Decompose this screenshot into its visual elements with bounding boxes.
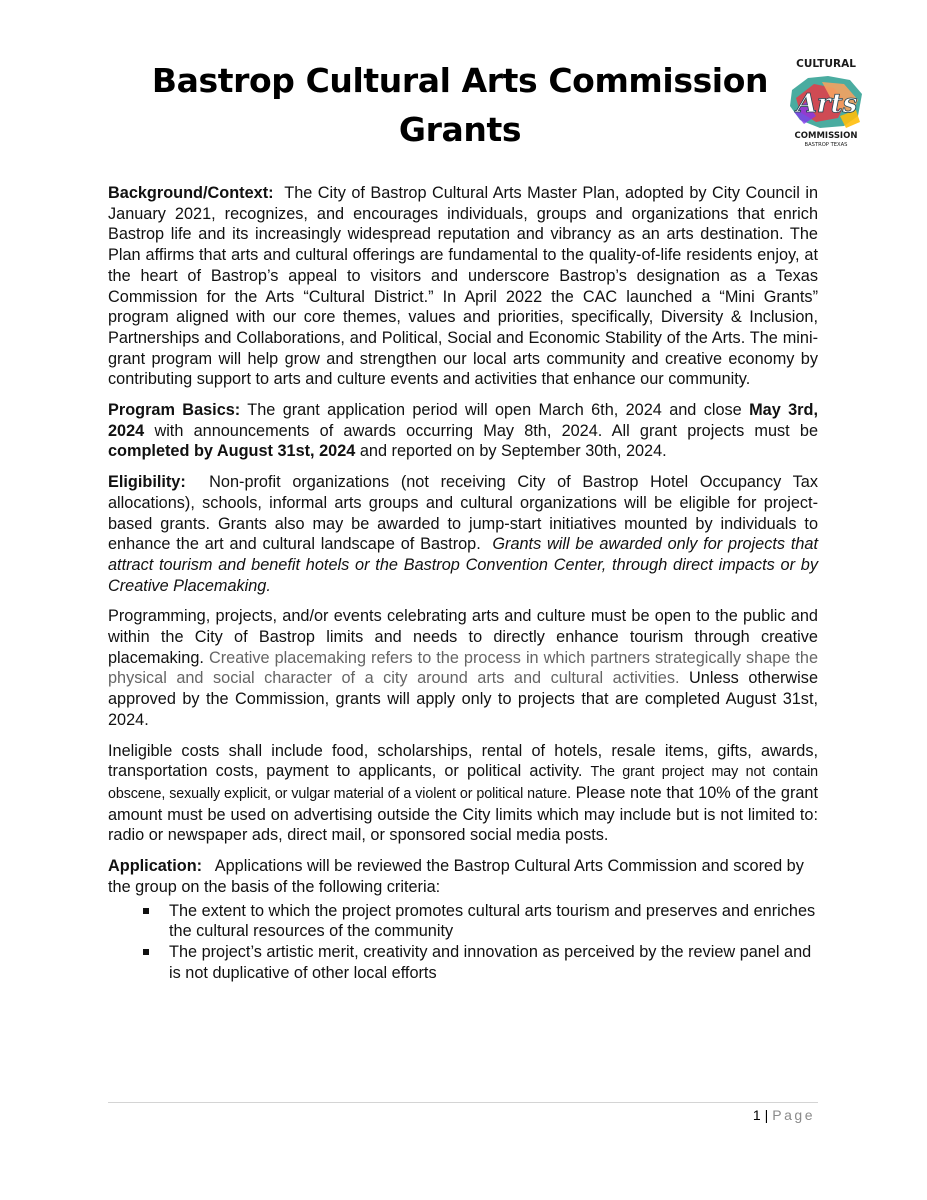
program-text-3: and reported on by September 30th, 2024. — [359, 442, 667, 461]
background-label: Background/Context: — [108, 184, 274, 202]
criteria-text: The project’s artistic merit, creativity and innovation as perceived by the review panel and is not duplicative of other local efforts — [169, 942, 812, 982]
footer-separator: | — [764, 1107, 769, 1123]
application-label: Application: — [108, 857, 203, 876]
creative-placemaking-definition: Creative placemaking refers to the process in which partners strategically shape the physical and social character of a city around arts and cultural activities. — [108, 648, 819, 688]
ineligible-text-1: Ineligible costs shall include food, scholarships, rental of hotels, resale items, gifts, awards, transportation costs, payment to applicants, or political activity. — [108, 741, 818, 781]
ineligible-content-note: The grant project may not contain obscene, sexually explicit, or vulgar material of a violent or political nature. — [108, 764, 818, 802]
footer-divider — [108, 1102, 818, 1103]
title-line-1: Bastrop Cultural Arts Commission — [151, 61, 769, 100]
programming-text-1: Programming, projects, and/or events celebrating arts and culture must be open to the public and within the City of Bastrop limits and needs to directly enhance tourism through creative placemaking. — [108, 607, 818, 667]
bullet-icon — [143, 949, 149, 955]
page-title — [150, 56, 770, 154]
program-close-date: May 3rd, 2024 — [108, 401, 818, 440]
list-item — [108, 942, 818, 983]
program-text-2: with announcements of awards occurring May 8th, 2024. All grant projects must be — [154, 421, 818, 440]
eligibility-label: Eligibility: — [108, 473, 186, 492]
program-basics-label: Program Basics: — [108, 401, 241, 420]
program-text-1: The grant application period will open March 6th, 2024 and close — [247, 401, 742, 420]
page-footer — [753, 1107, 815, 1123]
criteria-text: The extent to which the project promotes cultural arts tourism and preserves and enriches the cultural resources of the community — [169, 901, 816, 941]
ineligible-costs-paragraph — [108, 741, 818, 847]
application-text: Applications will be reviewed the Bastrop Cultural Arts Commission and scored by the group on the basis of the following criteria: — [108, 857, 804, 896]
background-text: The City of Bastrop Cultural Arts Master Plan, adopted by City Council in January 2021, recognizes, and encourages individuals, groups and organizations that enrich Bastrop life and its increasingly widespread reputation and vibrancy as an arts destination. The Plan affirms that arts and cultural offerings are fundamental to the quality-of-life residents enjoy, at the heart of Bastrop’s appeal to visitors and underscore Bastrop’s designation as a Texas Commission for the Arts “Cultural District.” In April 2022 the CAC launched a “Mini Grants” program aligned with our core themes, values and priorities, specifically, Diversity & Inclusion, Partnerships and Collaborations, and Political, Social and Economic Stability of the Arts. The mini-grant program will help grow and strengthen our local arts community and creative economy by contributing support to arts and culture events and activities that enhance our community. — [108, 184, 818, 389]
eligibility-italic-text: Grants will be awarded only for projects that attract tourism and benefit hotels or the Bastrop Convention Center, through direct impacts or by Creative Placemaking. — [108, 535, 818, 595]
programming-paragraph — [108, 606, 818, 730]
eligibility-text: Non-profit organizations (not receiving City of Bastrop Hotel Occupancy Tax allocations), schools, informal arts groups and cultural organizations will be eligible for project-based grants. Grants also may be awarded to jump-start initiatives mounted by individuals to enhance the art and cultural landscape of Bastrop. — [108, 473, 818, 554]
logo-bottom-text: COMMISSION — [794, 131, 858, 141]
program-completion-deadline: completed by August 31st, 2024 — [108, 442, 356, 461]
background-paragraph — [108, 183, 818, 390]
ineligible-text-2: Please note that 10% of the grant amount must be used on advertising outside the City limits which may include but is not limited to: radio or newspaper ads, direct mail, or sponsored social media posts. — [108, 783, 818, 845]
logo-sub-text: BASTROP TEXAS — [804, 142, 848, 148]
title-line-2: Grants — [398, 110, 522, 149]
logo-top-text: CULTURAL — [796, 58, 856, 70]
page-label: Page — [772, 1107, 815, 1123]
document-body — [108, 183, 818, 983]
logo-script-text: Arts — [796, 89, 858, 119]
program-basics-paragraph — [108, 400, 818, 462]
page-number: 1 — [752, 1107, 761, 1123]
application-paragraph — [108, 856, 818, 897]
criteria-list — [108, 901, 818, 984]
list-item — [108, 901, 818, 942]
programming-text-2: Unless otherwise approved by the Commission, grants will apply only to projects that are completed August 31st, 2024. — [108, 669, 818, 729]
bullet-icon — [143, 908, 149, 914]
eligibility-paragraph — [108, 472, 818, 596]
cultural-arts-commission-logo — [786, 54, 866, 150]
